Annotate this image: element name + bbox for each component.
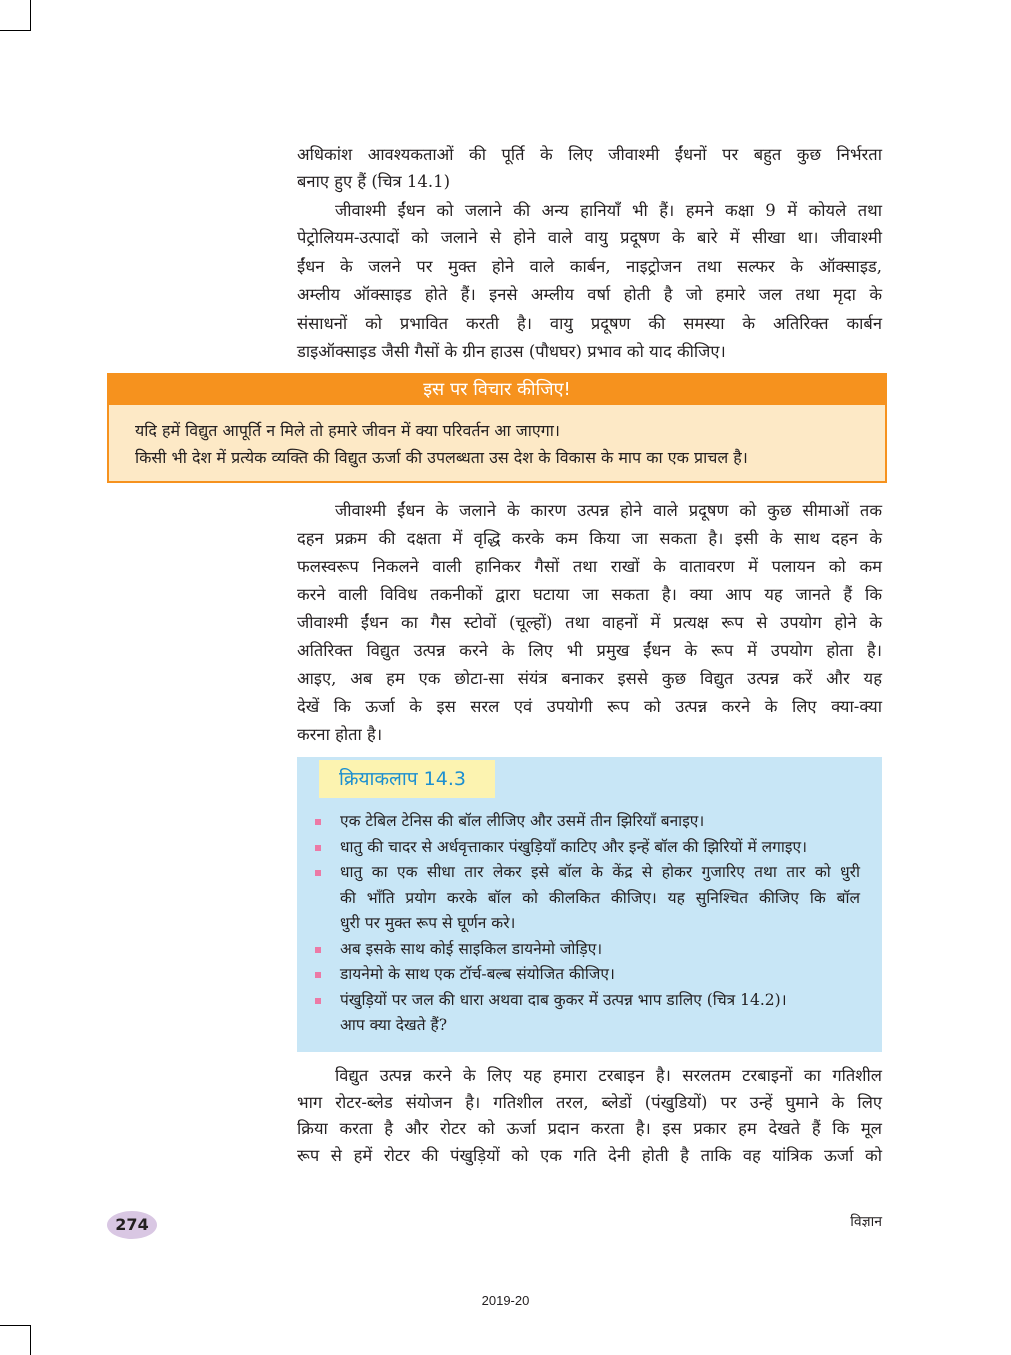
list-item <box>315 809 860 835</box>
edition-year: 2019-20 <box>481 1293 530 1308</box>
text-line: अधिकांश आवश्यकताओं की पूर्ति के लिए जीवाश्मी ईंधनों पर बहुत कुछ निर्भरता <box>297 145 882 164</box>
text-line: पंखुड़ियों पर जल की धारा अथवा दाब कुकर में उत्पन्न भाप डालिए (चित्र 14.2)। <box>340 990 787 1009</box>
text-line: आप क्या देखते हैं? <box>340 1016 448 1034</box>
text-line: रूप से हमें रोटर की पंखुड़ियों को एक गति देनी होती है ताकि वह यांत्रिक ऊर्जा को <box>297 1145 882 1165</box>
square-bullet-icon <box>315 819 321 825</box>
paragraph-4 <box>297 1062 882 1168</box>
square-bullet-icon <box>315 998 321 1004</box>
text-line: अब इसके साथ कोई साइकिल डायनेमो जोड़िए। <box>340 939 603 958</box>
list-item <box>315 835 860 861</box>
text-line: बनाए हुए हैं (चित्र 14.1) <box>297 172 451 191</box>
activity-title: क्रियाकलाप 14.3 <box>319 760 495 798</box>
crop-mark <box>30 0 31 31</box>
text-line: धुरी पर मुक्त रूप से घूर्णन करे। <box>340 914 516 932</box>
paragraph-3 <box>297 497 882 749</box>
crop-mark <box>0 30 31 31</box>
text-line: यदि हमें विद्युत आपूर्ति न मिले तो हमारे जीवन में क्या परिवर्तन आ जाएगा। <box>135 421 560 440</box>
text-line: अम्लीय ऑक्साइड होते हैं। इनसे अम्लीय वर्षा होती है जो हमारे जल तथा मृदा के <box>297 285 882 304</box>
text-line: करना होता है। <box>297 725 383 744</box>
text-line: फलस्वरूप निकलने वाली हानिकर गैसों तथा राखों के वातावरण में पलायन को कम <box>297 557 882 576</box>
text-line: डाइऑक्साइड जैसी गैसों के ग्रीन हाउस (पौधघर) प्रभाव को याद कीजिए। <box>297 342 726 361</box>
text-line: धातु का एक सीधा तार लेकर इसे बॉल के केंद्र से होकर गुजारिए तथा तार को धुरी <box>340 863 860 881</box>
crop-mark <box>30 1325 31 1355</box>
square-bullet-icon <box>315 947 321 953</box>
text-line: देखें कि ऊर्जा के इस सरल एवं उपयोगी रूप को उत्पन्न करने के लिए क्या-क्या <box>297 697 882 716</box>
text-line: भाग रोटर-ब्लेड संयोजन है। गतिशील तरल, ब्लेडों (पंखुडियों) पर उन्हें घुमाने के लिए <box>297 1092 882 1112</box>
square-bullet-icon <box>315 972 321 978</box>
text-line: दहन प्रक्रम की दक्षता में वृद्धि करके कम किया जा सकता है। इसी के साथ दहन के <box>297 529 882 548</box>
text-line: जीवाश्मी ईंधन का गैस स्टोवों (चूल्हों) तथा वाहनों में प्रत्यक्ष रूप से उपयोग होने के <box>297 613 882 632</box>
list-item <box>315 860 860 937</box>
page-number: 274 <box>107 1211 157 1239</box>
text-line: एक टेबिल टेनिस की बॉल लीजिए और उसमें तीन झिरियाँ बनाइए। <box>340 812 705 830</box>
text-line: पेट्रोलियम-उत्पादों को जलाने से होने वाले वायु प्रदूषण के बारे में सीखा था। जीवाश्मी <box>297 228 882 247</box>
square-bullet-icon <box>315 845 321 851</box>
think-about-it-box <box>107 373 887 483</box>
paragraph-1 <box>297 141 882 195</box>
think-box-title: इस पर विचार कीजिए! <box>109 375 885 405</box>
text-line: आइए, अब हम एक छोटा-सा संयंत्र बनाकर इससे कुछ विद्युत उत्पन्न करें और यह <box>297 669 882 688</box>
text-line: जीवाश्मी ईंधन के जलाने के कारण उत्पन्न होने वाले प्रदूषण को कुछ सीमाओं तक <box>335 501 882 520</box>
text-line: ईंधन के जलने पर मुक्त होने वाले कार्बन, नाइट्रोजन तथा सल्फर के ऑक्साइड, <box>297 256 882 276</box>
text-line: विद्युत उत्पन्न करने के लिए यह हमारा टरबाइन है। सरलतम टरबाइनों का गतिशील <box>335 1066 882 1085</box>
list-item <box>315 937 860 963</box>
text-line: की भाँति प्रयोग करके बॉल को कीलकित कीजिए। यह सुनिश्चित कीजिए कि बॉल <box>340 888 860 907</box>
text-line: अतिरिक्त विद्युत उत्पन्न करने के लिए भी प्रमुख ईंधन के रूप में उपयोग होता है। <box>297 641 882 660</box>
crop-mark <box>0 1325 31 1326</box>
list-item <box>315 962 860 988</box>
list-item <box>315 988 860 1039</box>
paragraph-2 <box>297 197 882 365</box>
text-line: क्रिया करता है और रोटर को ऊर्जा प्रदान करता है। इस प्रकार हम देखते हैं कि मूल <box>297 1119 882 1138</box>
activity-list <box>315 809 860 1039</box>
text-line: करने वाली विविध तकनीकों द्वारा घटाया जा सकता है। क्या आप यह जानते हैं कि <box>297 585 882 604</box>
text-line: डायनेमो के साथ एक टॉर्च-बल्ब संयोजित कीजिए। <box>340 965 615 983</box>
text-line: जीवाश्मी ईंधन को जलाने की अन्य हानियाँ भी हैं। हमने कक्षा 9 में कोयले तथा <box>335 201 882 220</box>
text-line: धातु की चादर से अर्धवृत्ताकार पंखुड़ियाँ काटिए और इन्हें बॉल की झिरियों में लगाइए। <box>340 837 807 856</box>
text-line: किसी भी देश में प्रत्येक व्यक्ति की विद्युत ऊर्जा की उपलब्धता उस देश के विकास के माप का एक प्राचल है। <box>135 448 748 467</box>
subject-label: विज्ञान <box>850 1214 882 1230</box>
text-line: संसाधनों को प्रभावित करती है। वायु प्रदूषण की समस्या के अतिरिक्त कार्बन <box>297 313 882 333</box>
activity-box <box>297 757 882 1052</box>
square-bullet-icon <box>315 870 321 876</box>
